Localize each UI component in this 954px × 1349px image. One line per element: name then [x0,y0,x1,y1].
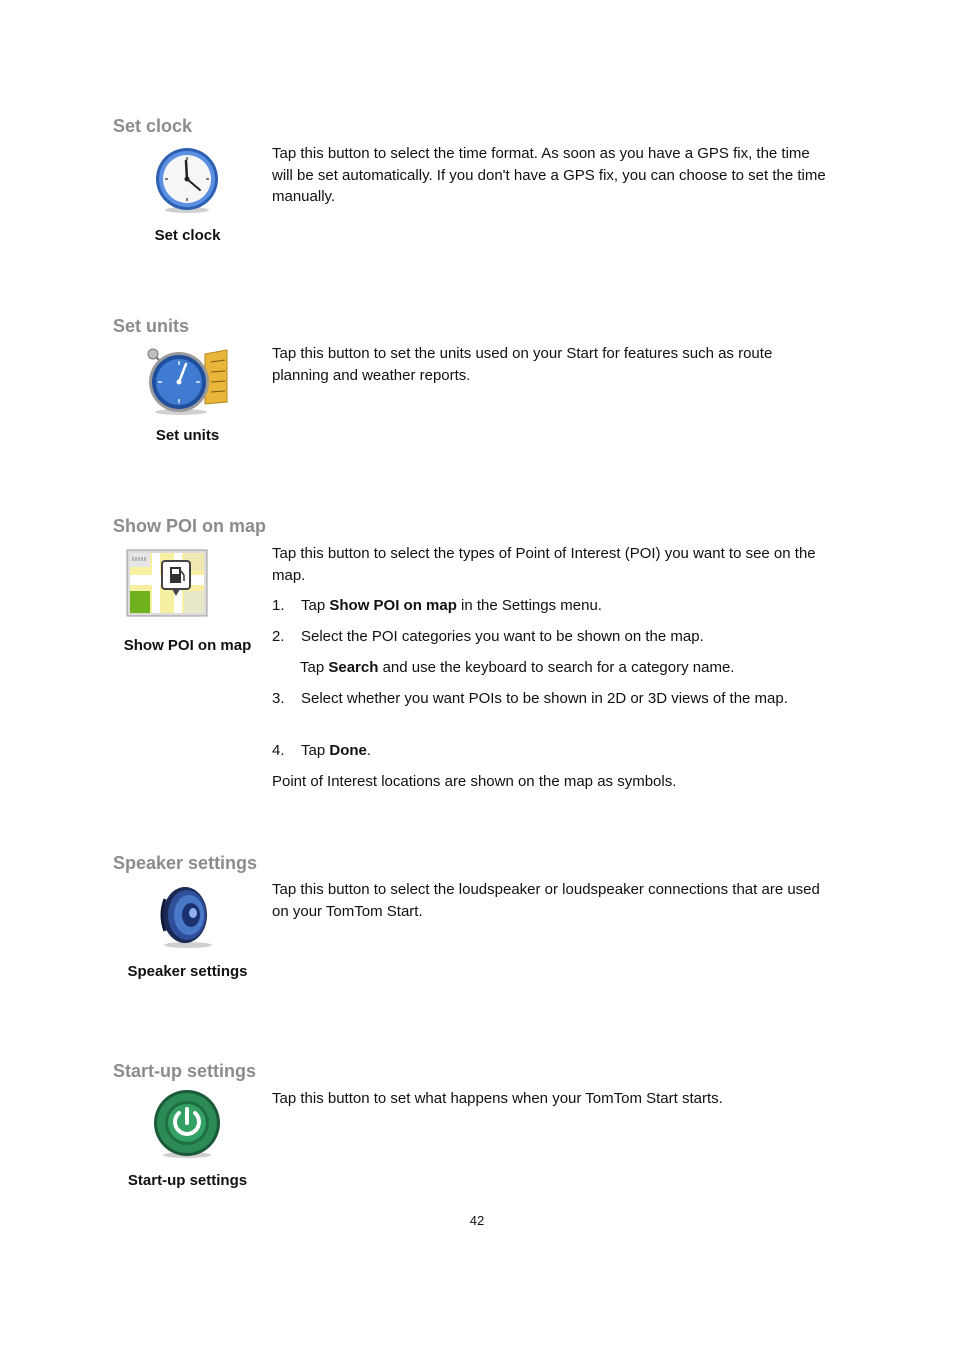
startup-label: Start-up settings [127,1172,248,1189]
power-icon[interactable] [152,1089,222,1159]
heading-show-poi: Show POI on map [113,516,267,536]
clock-icon[interactable] [153,146,221,214]
show-poi-intro: Tap this button to select the types of Point of Interest (POI) you want to see on the map. [272,545,816,584]
step-2: 2. Select the POI categories you want to be shown on the map. [272,628,704,645]
speaker-description: Tap this button to select the loudspeaker or loudspeaker connections that are used on your TomTom Start. [272,881,820,920]
show-poi-label: Show POI on map [123,637,252,654]
step-4: 4. Tap Done. [272,742,372,759]
heading-startup: Start-up settings [113,1061,257,1081]
heading-speaker: Speaker settings [113,853,258,873]
speaker-label: Speaker settings [127,963,248,980]
step-1: 1. Tap Show POI on map in the Settings menu. [272,597,602,614]
page-number: 42 [469,1213,485,1228]
units-icon[interactable] [145,346,231,416]
step-3: 3. Select whether you want POIs to be shown in 2D or 3D views of the map. [272,690,788,707]
poi-map-icon[interactable] [126,549,210,619]
set-units-description: Tap this button to set the units used on your Start for features such as route planning and weather reports. [272,345,773,384]
set-units-label: Set units [155,427,220,444]
step-2-sub: Tap Search and use the keyboard to search for a category name. [300,659,735,676]
set-clock-description: Tap this button to select the time format. As soon as you have a GPS fix, the time will be set automatically. If you don't have a GPS fix, you can choose to set the time manually. [272,145,826,205]
startup-description: Tap this button to set what happens when your TomTom Start starts. [272,1090,723,1107]
heading-set-units: Set units [113,316,190,336]
set-clock-label: Set clock [154,227,221,244]
heading-set-clock: Set clock [113,116,193,136]
show-poi-outro: Point of Interest locations are shown on the map as symbols. [272,773,677,790]
speaker-icon[interactable] [155,879,221,949]
